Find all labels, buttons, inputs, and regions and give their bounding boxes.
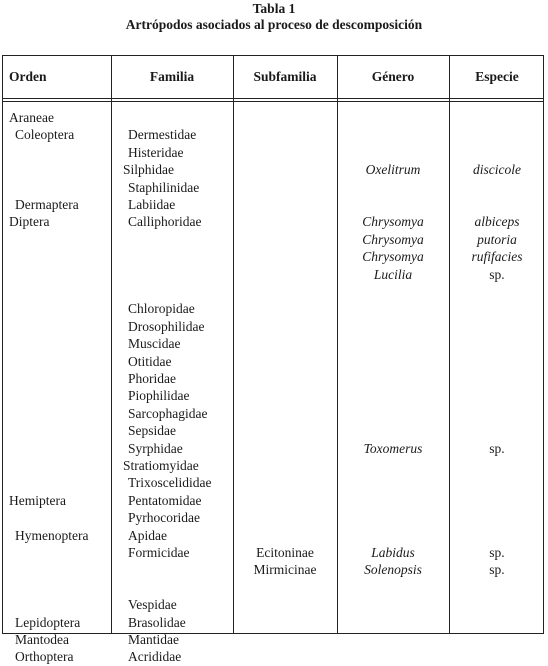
header-divider <box>3 98 543 99</box>
cell-familia: Staphilinidae <box>128 179 200 195</box>
column-divider <box>111 56 112 633</box>
cell-familia: Dermestidae <box>128 127 197 143</box>
header-subfamilia: Subfamilia <box>253 69 317 84</box>
cell-familia: Drosophilidae <box>128 318 205 334</box>
cell-orden: Araneae <box>9 110 54 125</box>
cell-genero: Lucilia <box>373 266 413 282</box>
table-title: Artrópodos asociados al proceso de descomposición <box>125 17 423 32</box>
header-familia: Familia <box>149 69 195 84</box>
cell-familia: Mantidae <box>128 632 179 647</box>
cell-genero: Toxomerus <box>363 440 423 456</box>
cell-familia: Pentatomidae <box>128 492 202 508</box>
cell-especie: sp. <box>489 440 505 456</box>
cell-orden: Lepidoptera <box>15 614 81 630</box>
cell-familia: Formicidae <box>128 545 190 560</box>
cell-familia: Brasolidae <box>128 614 186 630</box>
cell-orden: Hymenoptera <box>15 527 89 543</box>
header-divider-double <box>3 101 543 102</box>
cell-genero: Labidus <box>371 545 415 560</box>
cell-orden: Dermaptera <box>15 197 79 212</box>
cell-orden: Hemiptera <box>9 492 66 508</box>
cell-especie: putoria <box>477 231 517 247</box>
cell-especie: sp. <box>489 545 505 560</box>
cell-familia: Acrididae <box>128 649 182 665</box>
cell-genero: Chrysomya <box>362 231 424 247</box>
cell-familia: Sarcophagidae <box>128 405 208 421</box>
header-especie: Especie <box>475 69 519 84</box>
cell-genero: Solenopsis <box>364 562 422 578</box>
header-genero: Género <box>371 69 415 84</box>
cell-orden: Mantodea <box>15 632 69 647</box>
cell-genero: Oxelitrum <box>365 162 421 178</box>
cell-familia: Sepsidae <box>128 423 176 439</box>
cell-orden: Coleoptera <box>15 127 75 143</box>
arthropod-table <box>2 55 544 665</box>
cell-familia: Syrphidae <box>128 440 183 456</box>
cell-familia: Vespidae <box>128 597 177 613</box>
table-number: Tabla 1 <box>252 1 296 16</box>
cell-familia: Stratiomyidae <box>123 458 199 473</box>
cell-especie: albiceps <box>474 214 520 230</box>
cell-familia: Trixoscelididae <box>128 475 212 491</box>
cell-familia: Histeridae <box>128 144 184 160</box>
cell-orden: Orthoptera <box>15 649 74 665</box>
cell-orden: Diptera <box>9 214 50 230</box>
cell-familia: Labiidae <box>128 197 176 212</box>
header-orden: Orden <box>9 69 47 84</box>
cell-subfamilia: Mirmicinae <box>253 562 317 578</box>
cell-familia: Pyrhocoridae <box>128 510 200 526</box>
cell-especie: rufifacies <box>471 249 523 265</box>
cell-subfamilia: Ecitoninae <box>256 545 314 560</box>
cell-especie: discicole <box>473 162 521 178</box>
cell-especie: sp. <box>489 266 505 282</box>
cell-familia: Muscidae <box>128 336 181 352</box>
cell-familia: Calliphoridae <box>128 214 202 230</box>
cell-familia: Piophilidae <box>128 388 190 404</box>
cell-genero: Chrysomya <box>362 249 424 265</box>
cell-genero: Chrysomya <box>362 214 424 230</box>
cell-familia: Apidae <box>128 527 167 543</box>
cell-familia: Phoridae <box>128 371 176 386</box>
cell-familia: Silphidae <box>123 162 174 178</box>
cell-familia: Otitidae <box>128 353 172 369</box>
cell-familia: Chloropidae <box>128 301 195 317</box>
cell-especie: sp. <box>489 562 505 578</box>
